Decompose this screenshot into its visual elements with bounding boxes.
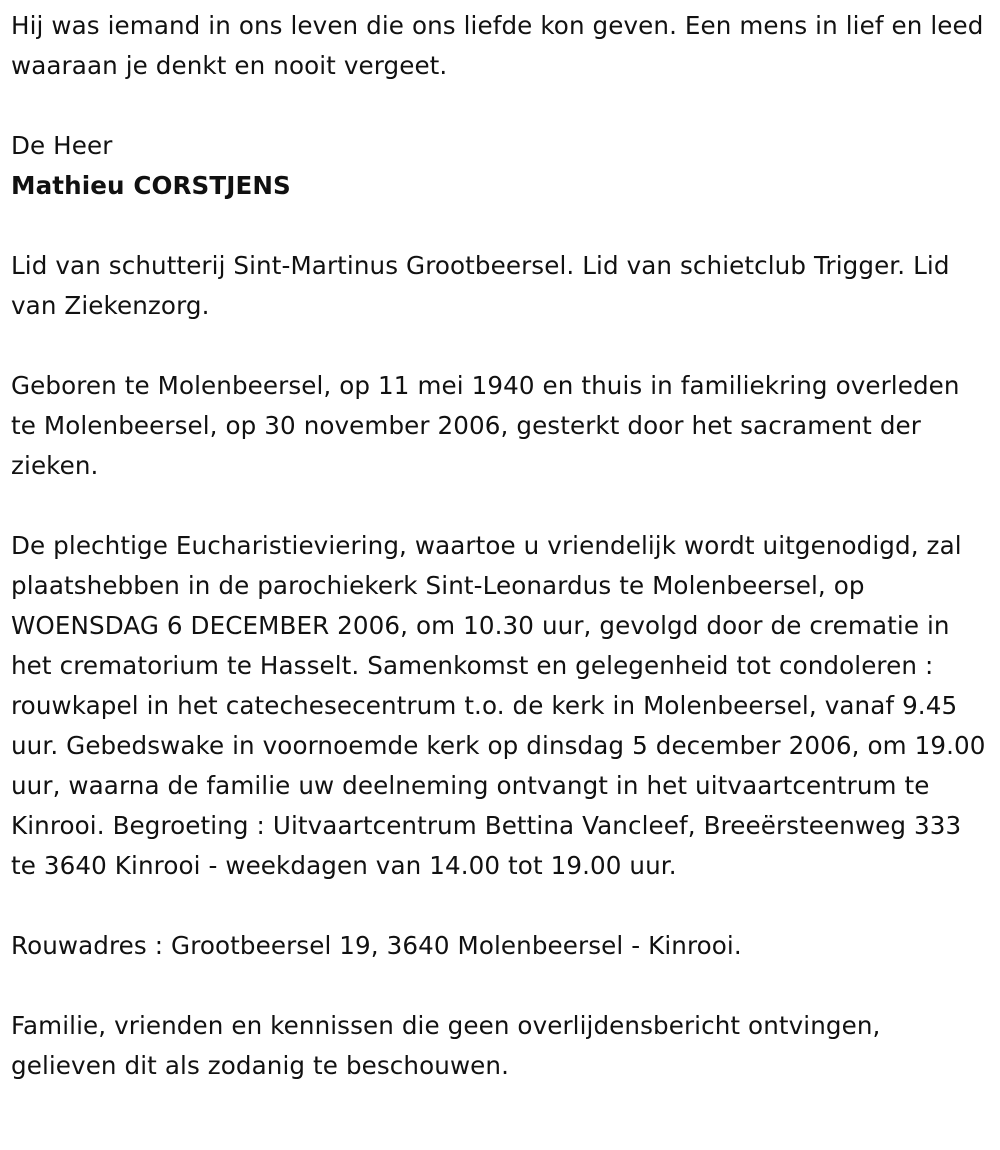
closing-note: Familie, vrienden en kennissen die geen overlijdensbericht ontvingen, gelieven dit als zodanig te beschouwen. xyxy=(11,1011,881,1080)
ceremony-details: De plechtige Eucharistieviering, waartoe u vriendelijk wordt uitgenodigd, zal plaatshebben in de parochiekerk Sint-Leonardus te Molenbeersel, op WOENSDAG 6 DECEMBER 2006, om 10.30 uur, gevolgd door de crematie in het crematorium te Hasselt. Samenkomst en gelegenheid tot condoleren : rouwkapel in het catechesecentrum t.o. de kerk in Molenbeersel, vanaf 9.45 uur. Gebedswake in voornoemde kerk op dinsdag 5 december 2006, om 19.00 uur, waarna de familie uw deelneming ontvangt in het uitvaartcentrum te Kinrooi. Begroeting : Uitvaartcentrum Bettina Vancleef, Breeërsteenweg 333 te 3640 Kinrooi - weekdagen van 14.00 tot 19.00 uur. xyxy=(11,531,986,880)
spacer xyxy=(11,86,990,126)
intro-verse: Hij was iemand in ons leven die ons liefde kon geven. Een mens in lief en leed waaraan je denkt en nooit vergeet. xyxy=(11,11,984,80)
mourning-address: Rouwadres : Grootbeersel 19, 3640 Molenbeersel - Kinrooi. xyxy=(11,931,742,960)
salutation: De Heer xyxy=(11,131,113,160)
deceased-name: Mathieu CORSTJENS xyxy=(11,171,291,200)
spacer xyxy=(11,966,990,1006)
spacer xyxy=(11,326,990,366)
birth-death-details: Geboren te Molenbeersel, op 11 mei 1940 en thuis in familiekring overleden te Molenbeersel, op 30 november 2006, gesterkt door het sacrament der zieken. xyxy=(11,371,960,480)
spacer xyxy=(11,886,990,926)
spacer xyxy=(11,206,990,246)
spacer xyxy=(11,486,990,526)
memberships: Lid van schutterij Sint-Martinus Grootbeersel. Lid van schietclub Trigger. Lid van Ziekenzorg. xyxy=(11,251,950,320)
